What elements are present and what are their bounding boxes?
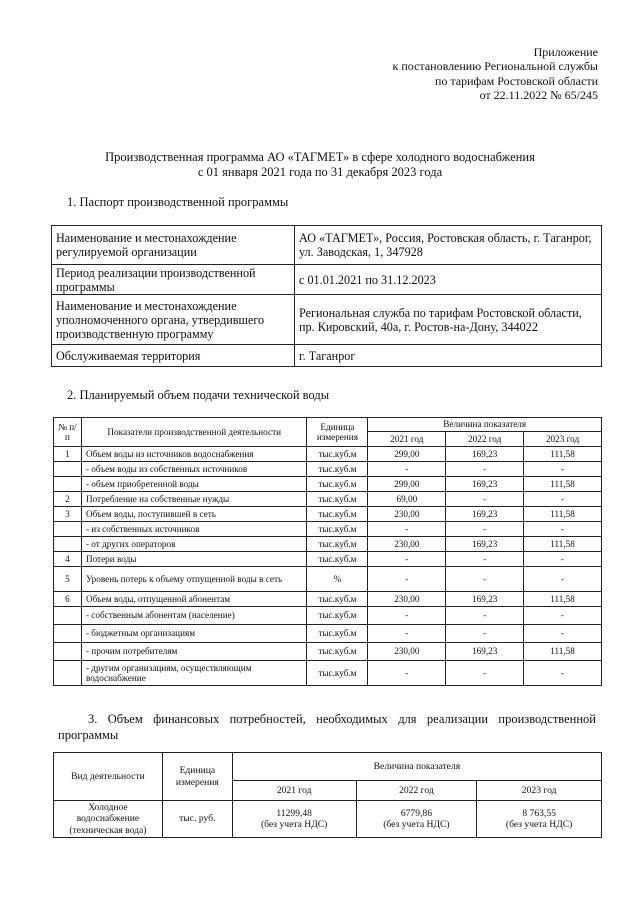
col-header-indicator: Показатели производственной деятельности — [81, 418, 307, 447]
col-header-2022: 2022 год — [446, 432, 524, 447]
col-header-unit: Единица измерения — [307, 418, 368, 447]
title-line-1: Производственная программа АО «ТАГМЕТ» в сфере холодного водоснабжения — [105, 150, 535, 164]
col-header-2021: 2021 год — [368, 432, 446, 447]
cell-num: 4 — [54, 552, 82, 567]
cell-num — [54, 625, 82, 643]
cell-indicator: Объем воды, отпущенной абонентам — [81, 592, 307, 607]
cell-2021: 299,00 — [368, 447, 446, 462]
passport-value: с 01.01.2021 по 31.12.2023 — [295, 265, 602, 295]
section2-heading: 2. Планируемый объем подачи технической воды — [67, 388, 330, 402]
passport-label: Обслуживаемая территория — [52, 345, 295, 367]
cell-unit: тыс.куб.м — [307, 447, 368, 462]
title-line-2: с 01 января 2021 года по 31 декабря 2023 года — [197, 165, 443, 179]
cell-2022: 169,23 — [446, 537, 524, 552]
cell-2021: - — [368, 462, 446, 477]
passport-table — [51, 225, 602, 367]
cell-2021: 230,00 — [368, 592, 446, 607]
cell-unit: тыс.куб.м — [307, 507, 368, 522]
value-2021: 11299,48 — [276, 807, 312, 819]
vat-note: (без учета НДС) — [505, 819, 573, 830]
cell-unit: тыс.куб.м — [307, 661, 368, 686]
cell-indicator: - объем приобретенной воды — [81, 477, 307, 492]
cell-2023: - — [524, 462, 602, 477]
appendix-line: Приложение — [533, 45, 598, 59]
cell-2021: - — [368, 607, 446, 625]
cell-2023: - — [524, 567, 602, 592]
passport-value: АО «ТАГМЕТ», Россия, Ростовская область, г. Таганрог, ул. Заводская, 1, 347928 — [295, 226, 602, 265]
cell-2021: - — [368, 625, 446, 643]
cell-num: 2 — [54, 492, 82, 507]
table-row — [54, 801, 602, 838]
table-row — [54, 507, 602, 522]
cell-2021: - — [368, 661, 446, 686]
cell-num: 1 — [54, 447, 82, 462]
cell-2021: 230,00 — [368, 537, 446, 552]
cell-unit: тыс.куб.м — [307, 522, 368, 537]
table-row — [54, 537, 602, 552]
table-row — [52, 295, 602, 345]
cell-unit: тыс.куб.м — [307, 625, 368, 643]
col-header-activity: Вид деятельности — [54, 753, 163, 801]
passport-value: г. Таганрог — [295, 345, 602, 367]
passport-value: Региональная служба по тарифам Ростовской области, пр. Кировский, 40а, г. Ростов-на-Дону, 344022 — [295, 295, 602, 345]
cell-indicator: - прочим потребителям — [81, 643, 307, 661]
cell-2023 — [477, 801, 602, 838]
cell-indicator: Потребление на собственные нужды — [81, 492, 307, 507]
value-2023: 8 763,55 — [522, 807, 556, 819]
col-header-2022: 2022 год — [356, 781, 477, 801]
cell-2021 — [232, 801, 356, 838]
cell-num — [54, 522, 82, 537]
cell-2022: - — [446, 462, 524, 477]
cell-unit: тыс.куб.м — [307, 552, 368, 567]
vat-note: (без учета НДС) — [260, 819, 328, 830]
cell-2023: - — [524, 607, 602, 625]
cell-2021: 230,00 — [368, 643, 446, 661]
table-row — [52, 345, 602, 367]
cell-2022: - — [446, 522, 524, 537]
cell-unit: % — [307, 567, 368, 592]
cell-2022: - — [446, 625, 524, 643]
cell-indicator: - другим организациям, осуществляющим водоснабжение — [81, 661, 307, 686]
cell-2023: - — [524, 661, 602, 686]
appendix-line: по тарифам Ростовской области — [434, 73, 598, 88]
cell-indicator: Уровень потерь к объему отпущенной воды в сеть — [81, 567, 307, 592]
cell-num: 5 — [54, 567, 82, 592]
cell-activity: Холодное водоснабжение (техническая вода) — [54, 801, 163, 838]
cell-2021: - — [368, 567, 446, 592]
water-volume-table — [53, 417, 602, 686]
cell-2022: 169,23 — [446, 643, 524, 661]
cell-2023: 111,58 — [524, 537, 602, 552]
vat-note: (без учета НДС) — [383, 819, 450, 830]
cell-num — [54, 462, 82, 477]
cell-indicator: - от других операторов — [81, 537, 307, 552]
cell-unit: тыс.куб.м — [307, 643, 368, 661]
table-row — [54, 592, 602, 607]
cell-2023: 111,58 — [524, 477, 602, 492]
cell-unit: тыс.куб.м — [307, 477, 368, 492]
cell-2022: 169,23 — [446, 477, 524, 492]
cell-2021: 69,00 — [368, 492, 446, 507]
cell-unit: тыс.куб.м — [307, 492, 368, 507]
cell-2021: - — [368, 552, 446, 567]
table-row — [54, 447, 602, 462]
table-row — [54, 567, 602, 592]
table-row — [54, 607, 602, 625]
table-header-row — [54, 418, 602, 432]
cell-indicator: - бюджетным организациям — [81, 625, 307, 643]
cell-num — [54, 661, 82, 686]
cell-num: 3 — [54, 507, 82, 522]
passport-label: Наименование и местонахождение регулируемой организации — [52, 226, 295, 265]
cell-2023: 111,58 — [524, 447, 602, 462]
cell-indicator: Объем воды, поступившей в сеть — [81, 507, 307, 522]
col-header-2023: 2023 год — [477, 781, 602, 801]
table-row — [52, 265, 602, 295]
cell-num — [54, 537, 82, 552]
table-row — [54, 462, 602, 477]
col-header-value: Величина показателя — [232, 753, 601, 781]
cell-2022 — [356, 801, 477, 838]
cell-2022: - — [446, 552, 524, 567]
cell-indicator: - из собственных источников — [81, 522, 307, 537]
finance-table — [53, 752, 602, 838]
cell-2022: - — [446, 661, 524, 686]
cell-2022: 169,23 — [446, 507, 524, 522]
cell-2022: - — [446, 607, 524, 625]
table-row — [54, 552, 602, 567]
col-header-2023: 2023 год — [524, 432, 602, 447]
cell-2023: - — [524, 625, 602, 643]
cell-indicator: - собственным абонентам (население) — [81, 607, 307, 625]
table-row — [54, 477, 602, 492]
cell-unit: тыс. руб. — [162, 801, 232, 838]
cell-indicator: - объем воды из собственных источников — [81, 462, 307, 477]
document-title — [0, 150, 640, 180]
value-2022: 6779,86 — [400, 807, 432, 819]
table-row — [54, 522, 602, 537]
table-row — [54, 492, 602, 507]
col-header-num: № п/п — [54, 418, 82, 447]
cell-num — [54, 643, 82, 661]
cell-2021: 299,00 — [368, 477, 446, 492]
cell-2022: 169,23 — [446, 592, 524, 607]
cell-unit: тыс.куб.м — [307, 592, 368, 607]
cell-unit: тыс.куб.м — [307, 607, 368, 625]
table-row — [54, 643, 602, 661]
passport-label: Период реализации производственной программы — [52, 265, 295, 295]
cell-2023: 111,58 — [524, 643, 602, 661]
cell-indicator: Потери воды — [81, 552, 307, 567]
table-row — [52, 226, 602, 265]
table-row — [54, 625, 602, 643]
appendix-block — [393, 45, 598, 102]
cell-2023: - — [524, 522, 602, 537]
table-header-row — [54, 753, 602, 781]
cell-2022: - — [446, 492, 524, 507]
table-body — [54, 447, 602, 686]
col-header-unit: Единица измерения — [162, 753, 232, 801]
cell-2022: 169,23 — [446, 447, 524, 462]
col-header-value: Величина показателя — [368, 418, 602, 432]
appendix-line: к постановлению Региональной службы — [392, 59, 598, 74]
passport-label: Наименование и местонахождение уполномоченного органа, утвердившего производственную программу — [52, 295, 295, 345]
cell-unit: тыс.куб.м — [307, 462, 368, 477]
cell-2022: - — [446, 567, 524, 592]
cell-2023: - — [524, 552, 602, 567]
cell-2023: 111,58 — [524, 507, 602, 522]
cell-num — [54, 477, 82, 492]
cell-num — [54, 607, 82, 625]
section3-heading: 3. Объем финансовых потребностей, необходимых для реализации производственной программы — [58, 712, 596, 742]
cell-2023: 111,58 — [524, 592, 602, 607]
cell-num: 6 — [54, 592, 82, 607]
cell-2021: - — [368, 522, 446, 537]
cell-2023: - — [524, 492, 602, 507]
table-row — [54, 661, 602, 686]
cell-unit: тыс.куб.м — [307, 537, 368, 552]
cell-2021: 230,00 — [368, 507, 446, 522]
appendix-line: от 22.11.2022 № 65/245 — [479, 87, 598, 102]
col-header-2021: 2021 год — [232, 781, 356, 801]
cell-indicator: Объем воды из источников водоснабжения — [81, 447, 307, 462]
section1-heading: 1. Паспорт производственной программы — [67, 195, 289, 209]
